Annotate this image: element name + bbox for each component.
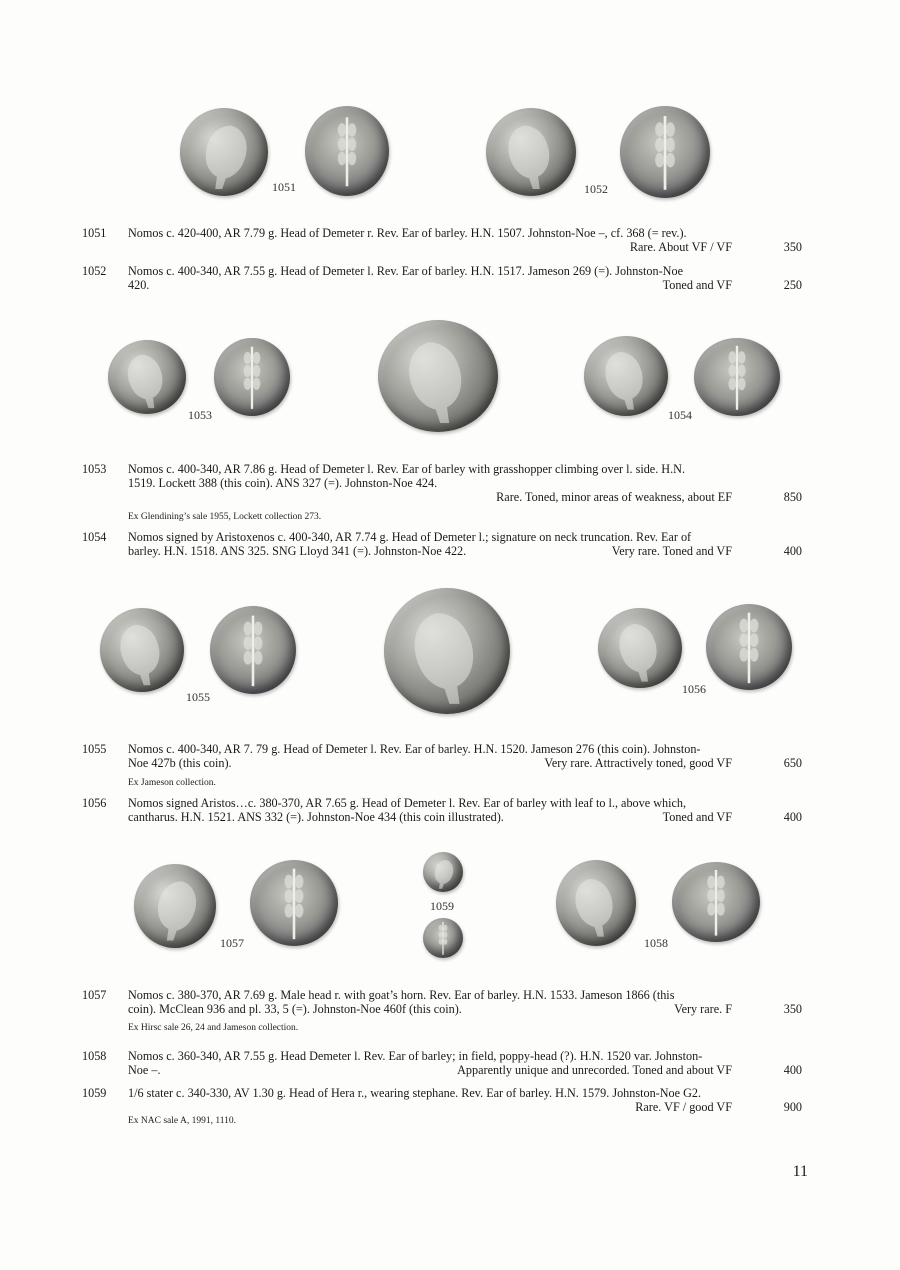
lot-description: Nomos signed by Aristoxenos c. 400-340, AR 7.74 g. Head of Demeter l.; signature on neck truncation. Rev. Ear of	[128, 530, 692, 544]
coin-label-1059: 1059	[430, 899, 454, 913]
coin-label-1054: 1054	[668, 408, 692, 422]
coin-1052-obverse	[486, 108, 576, 196]
coin-1059-reverse	[423, 918, 463, 958]
lot-number: 1051	[82, 226, 107, 240]
entry-1059	[82, 1086, 802, 1114]
lot-price: 400	[783, 544, 802, 558]
ear-of-barley-icon	[672, 862, 760, 942]
coin-1058-obverse	[556, 860, 636, 946]
lot-grade: Very rare. Attractively toned, good VF	[544, 756, 732, 770]
ear-of-barley-icon	[214, 338, 290, 416]
lot-number: 1054	[82, 530, 107, 544]
lot-grade: Rare. Toned, minor areas of weakness, about EF	[496, 490, 732, 504]
lot-number: 1057	[82, 988, 107, 1002]
lot-description-cont: barley. H.N. 1518. ANS 325. SNG Lloyd 341 (=). Johnston-Noe 422.	[128, 544, 467, 558]
entry-1051	[82, 226, 802, 254]
entry-1053	[82, 462, 802, 506]
coin-1051-reverse	[305, 106, 389, 196]
lot-grade: Toned and VF	[662, 278, 732, 292]
lot-description-cont: cantharus. H.N. 1521. ANS 332 (=). Johnston-Noe 434 (this coin illustrated).	[128, 810, 504, 824]
lot-grade: Toned and VF	[662, 810, 732, 824]
lot-grade: Very rare. Toned and VF	[611, 544, 732, 558]
ear-of-barley-icon	[706, 604, 792, 690]
coin-1057-reverse	[250, 860, 338, 946]
coin-1053-obverse	[108, 340, 186, 414]
lot-description: Nomos c. 420-400, AR 7.79 g. Head of Demeter r. Rev. Ear of barley. H.N. 1507. Johnston-Noe –, cf. 368 (= rev.).	[128, 226, 687, 240]
lot-grade: Apparently unique and unrecorded. Toned and about VF	[457, 1063, 732, 1077]
provenance-1059: Ex NAC sale A, 1991, 1110.	[128, 1116, 237, 1126]
lot-number: 1055	[82, 742, 107, 756]
lot-price: 850	[783, 490, 802, 504]
provenance-1053: Ex Glendining’s sale 1955, Lockett collection 273.	[128, 512, 322, 522]
lot-description: Nomos c. 400-340, AR 7.86 g. Head of Demeter l. Rev. Ear of barley with grasshopper climbing over l. side. H.N.	[128, 462, 686, 476]
lot-number: 1053	[82, 462, 107, 476]
entry-1052	[82, 264, 802, 292]
entry-1054	[82, 530, 802, 558]
lot-description-cont: Noe 427b (this coin).	[128, 756, 232, 770]
lot-description: 1/6 stater c. 340-330, AV 1.30 g. Head of Hera r., wearing stephane. Rev. Ear of barley. H.N. 1579. Johnston-Noe G2.	[128, 1086, 702, 1100]
coin-1056-obverse	[598, 608, 682, 688]
ear-of-barley-icon	[305, 106, 389, 196]
lot-description: Nomos c. 400-340, AR 7. 79 g. Head of Demeter l. Rev. Ear of barley. H.N. 1520. Jameson 276 (this coin). Johnston-	[128, 742, 701, 756]
coin-1051-obverse	[180, 108, 268, 196]
provenance-1057: Ex Hirsc sale 26, 24 and Jameson collection.	[128, 1023, 299, 1033]
ear-of-barley-icon	[210, 606, 296, 694]
coin-1053-reverse	[214, 338, 290, 416]
entry-1056	[82, 796, 802, 824]
lot-description: Nomos c. 400-340, AR 7.55 g. Head of Demeter l. Rev. Ear of barley. H.N. 1517. Jameson 269 (=). Johnston-Noe	[128, 264, 683, 278]
coin-1059-obverse	[423, 852, 463, 892]
entry-1057	[82, 988, 802, 1016]
lot-description: Nomos signed Aristos…c. 380-370, AR 7.65 g. Head of Demeter l. Rev. Ear of barley with leaf to l., above which,	[128, 796, 687, 810]
lot-number: 1052	[82, 264, 107, 278]
head-right-icon	[180, 108, 268, 196]
lot-price: 900	[783, 1100, 802, 1114]
head-right-icon	[423, 852, 463, 892]
lot-price: 350	[783, 1002, 802, 1016]
head-left-icon	[384, 588, 510, 714]
lot-number: 1059	[82, 1086, 107, 1100]
coin-1053-obverse-enlarged	[378, 320, 498, 432]
coin-1058-reverse	[672, 862, 760, 942]
lot-description-cont: Noe –.	[128, 1063, 161, 1077]
coin-1054-reverse	[694, 338, 780, 416]
lot-description-cont: 1519. Lockett 388 (this coin). ANS 327 (=). Johnston-Noe 424.	[128, 476, 438, 490]
lot-number: 1056	[82, 796, 107, 810]
lot-description-cont: 420.	[128, 278, 150, 292]
page-number: 11	[792, 1163, 808, 1180]
entry-1058	[82, 1049, 802, 1077]
coin-1057-obverse	[134, 864, 216, 948]
ear-of-barley-icon	[620, 106, 710, 198]
coin-label-1053: 1053	[188, 408, 212, 422]
entry-1055	[82, 742, 802, 770]
coin-label-1051: 1051	[272, 180, 296, 194]
head-left-icon	[108, 340, 186, 414]
head-left-icon	[378, 320, 498, 432]
head-left-icon	[100, 608, 184, 692]
coin-label-1058: 1058	[644, 936, 668, 950]
head-left-icon	[486, 108, 576, 196]
lot-description-cont: coin). McClean 936 and pl. 33, 5 (=). Johnston-Noe 460f (this coin).	[128, 1002, 462, 1016]
coin-1055-obverse-enlarged	[384, 588, 510, 714]
lot-number: 1058	[82, 1049, 107, 1063]
ear-of-barley-icon	[694, 338, 780, 416]
ear-of-barley-icon	[423, 918, 463, 958]
provenance-1055: Ex Jameson collection.	[128, 778, 216, 788]
ear-of-barley-icon	[250, 860, 338, 946]
coin-label-1055: 1055	[186, 690, 210, 704]
lot-grade: Rare. VF / good VF	[635, 1100, 732, 1114]
lot-price: 650	[783, 756, 802, 770]
lot-price: 350	[783, 240, 802, 254]
head-left-icon	[556, 860, 636, 946]
lot-price: 250	[783, 278, 802, 292]
coin-label-1052: 1052	[584, 182, 608, 196]
coin-1055-reverse	[210, 606, 296, 694]
lot-price: 400	[783, 810, 802, 824]
head-left-icon	[584, 336, 668, 416]
coin-1055-obverse	[100, 608, 184, 692]
coin-label-1056: 1056	[682, 682, 706, 696]
lot-grade: Rare. About VF / VF	[629, 240, 732, 254]
coin-1052-reverse	[620, 106, 710, 198]
lot-description: Nomos c. 360-340, AR 7.55 g. Head Demeter l. Rev. Ear of barley; in field, poppy-head (?). H.N. 1520 var. Johnston-	[128, 1049, 703, 1063]
coin-1054-obverse	[584, 336, 668, 416]
lot-price: 400	[783, 1063, 802, 1077]
head-right-icon	[134, 864, 216, 948]
lot-description: Nomos c. 380-370, AR 7.69 g. Male head r. with goat’s horn. Rev. Ear of barley. H.N. 1533. Jameson 1866 (this	[128, 988, 675, 1002]
lot-grade: Very rare. F	[674, 1002, 732, 1016]
head-left-icon	[598, 608, 682, 688]
coin-1056-reverse	[706, 604, 792, 690]
coin-label-1057: 1057	[220, 936, 244, 950]
